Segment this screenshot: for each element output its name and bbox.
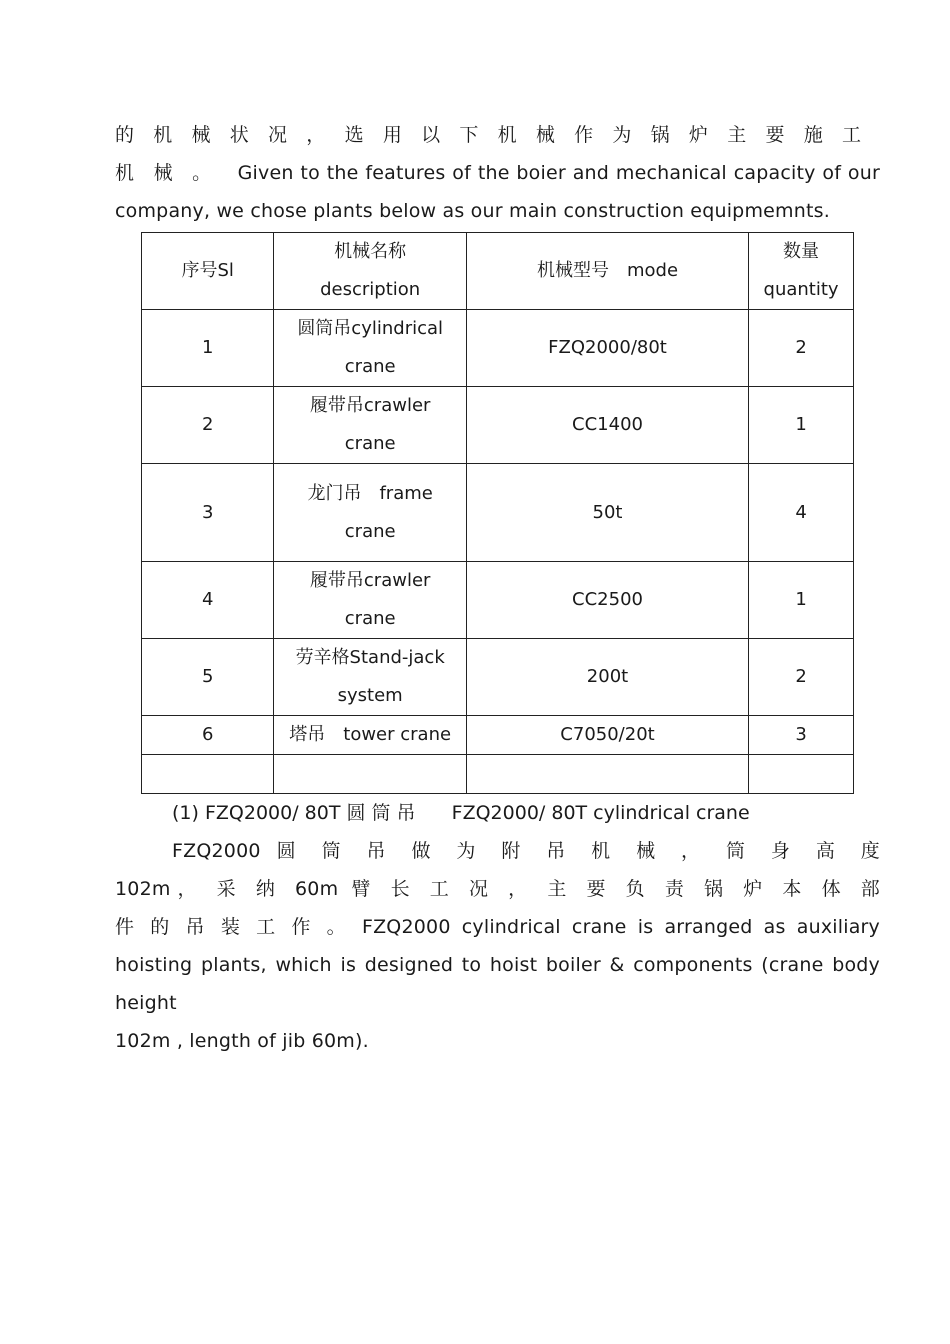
cell-description-line1: 龙门吊 frame xyxy=(307,482,433,504)
header-quantity-cn: 数量 xyxy=(783,241,820,262)
cell-quantity: 4 xyxy=(749,464,854,562)
intro-paragraph xyxy=(115,116,880,230)
body-line-5: 102m , length of jib 60m). xyxy=(115,1030,369,1052)
body-line-3-en: FZQ2000 cylindrical crane is arranged as auxiliary xyxy=(361,916,881,938)
table-row xyxy=(142,310,854,387)
table-row-empty xyxy=(142,755,854,794)
section-body xyxy=(115,832,880,1060)
table-row xyxy=(142,639,854,716)
cell-description xyxy=(274,562,467,639)
cell-description xyxy=(274,464,467,562)
cell-description-line2: system xyxy=(337,685,403,706)
section-heading xyxy=(172,794,750,832)
body-line-2: 102m， 采 纳 60m 臂 长 工 况 ， 主 要 负 责 锅 炉 本 体 部 xyxy=(115,878,880,900)
cell-description: 塔吊 tower crane xyxy=(274,716,467,755)
cell-quantity: 2 xyxy=(749,639,854,716)
cell-sl: 5 xyxy=(142,639,274,716)
cell-sl: 2 xyxy=(142,387,274,464)
cell-empty xyxy=(466,755,748,794)
section-heading-cn: (1) FZQ2000/ 80T 圆 筒 吊 xyxy=(172,802,416,824)
cell-description-line2: crane xyxy=(344,608,396,629)
cell-description-line2: crane xyxy=(344,433,396,454)
table-row xyxy=(142,562,854,639)
cell-model: C7050/20t xyxy=(466,716,748,755)
intro-line-2-en: Given to the features of the boier and mechanical capacity of our xyxy=(237,162,881,184)
table-header-row xyxy=(142,233,854,310)
cell-empty xyxy=(274,755,467,794)
cell-sl: 4 xyxy=(142,562,274,639)
cell-model: 50t xyxy=(466,464,748,562)
cell-quantity: 3 xyxy=(749,716,854,755)
cell-description-line1: 履带吊crawler xyxy=(309,570,431,591)
cell-quantity: 1 xyxy=(749,562,854,639)
intro-line-3: company, we chose plants below as our main construction equipmemnts. xyxy=(115,200,830,222)
header-description xyxy=(274,233,467,310)
cell-model: 200t xyxy=(466,639,748,716)
section-heading-en: FZQ2000/ 80T cylindrical crane xyxy=(451,802,750,824)
header-model: 机械型号 mode xyxy=(466,233,748,310)
intro-line-1: 的机械状况，选用以下机械作为锅炉主要施工 xyxy=(115,124,880,146)
header-description-en: description xyxy=(320,279,421,300)
cell-description-line1: 圆筒吊cylindrical xyxy=(297,318,444,339)
cell-description-line1: 履带吊crawler xyxy=(309,395,431,416)
intro-line-2 xyxy=(115,154,880,192)
cell-sl: 6 xyxy=(142,716,274,755)
cell-empty xyxy=(142,755,274,794)
table-row xyxy=(142,716,854,755)
cell-quantity: 2 xyxy=(749,310,854,387)
header-sl: 序号Sl xyxy=(142,233,274,310)
cell-description xyxy=(274,639,467,716)
body-line-3 xyxy=(115,908,880,946)
cell-description-line1: 劳辛格Stand-jack xyxy=(295,647,445,668)
cell-model: CC1400 xyxy=(466,387,748,464)
cell-description-line2: crane xyxy=(344,356,396,377)
body-line-3-cjk: 件 的 吊 装 工 作 。 xyxy=(115,916,351,938)
cell-sl: 1 xyxy=(142,310,274,387)
body-line-4: hoisting plants, which is designed to hoist boiler & components (crane body height xyxy=(115,954,880,1014)
intro-line-2-cjk: 机械。 xyxy=(115,162,231,184)
header-description-cn: 机械名称 xyxy=(334,241,407,262)
cell-empty xyxy=(749,755,854,794)
table-row xyxy=(142,464,854,562)
header-quantity-en: quantity xyxy=(763,279,839,300)
cell-sl: 3 xyxy=(142,464,274,562)
table-row xyxy=(142,387,854,464)
cell-quantity: 1 xyxy=(749,387,854,464)
cell-model: CC2500 xyxy=(466,562,748,639)
equipment-table xyxy=(141,232,854,794)
cell-description xyxy=(274,310,467,387)
header-quantity xyxy=(749,233,854,310)
cell-description-line2: crane xyxy=(344,520,396,542)
cell-description xyxy=(274,387,467,464)
body-line-1: FZQ2000 圆 筒 吊 做 为 附 吊 机 械 ， 筒 身 高 度 xyxy=(172,840,880,862)
cell-model: FZQ2000/80t xyxy=(466,310,748,387)
